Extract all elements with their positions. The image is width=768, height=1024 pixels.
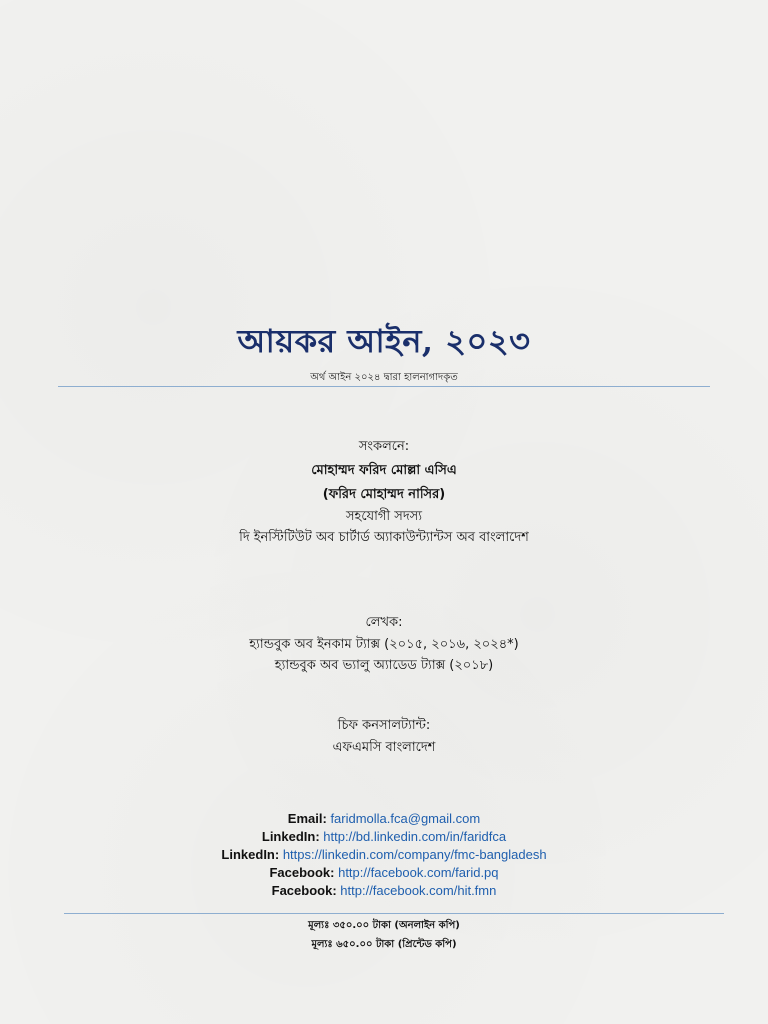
contact-label: Facebook: bbox=[271, 883, 337, 898]
institute-name: দি ইনস্টিটিউট অব চার্টার্ড অ্যাকাউন্ট্যান্টস অব বাংলাদেশ bbox=[239, 530, 529, 545]
compiler-name: মোহাম্মদ ফরিদ মোল্লা এসিএ bbox=[311, 463, 457, 478]
price-printed: মূল্যঃ ৬৫০.০০ টাকা (প্রিন্টেড কপি) bbox=[311, 939, 457, 950]
contact-label: Email: bbox=[287, 811, 327, 826]
consultant-firm: এফএমসি বাংলাদেশ bbox=[332, 740, 436, 755]
price-online: মূল্যঃ ৩৫০.০০ টাকা (অনলাইন কপি) bbox=[308, 920, 460, 931]
contact-label: LinkedIn: bbox=[221, 847, 280, 862]
linkedin-company-link[interactable]: https://linkedin.com/company/fmc-bangladesh bbox=[282, 847, 547, 862]
contact-label: Facebook: bbox=[269, 865, 335, 880]
compiler-alias: (ফরিদ মোহাম্মদ নাসির) bbox=[322, 487, 446, 502]
book-vat: হ্যান্ডবুক অব ভ্যালু অ্যাডেড ট্যাক্স (২০১৮) bbox=[274, 658, 494, 673]
consultant-label: চিফ কনসালট্যান্ট: bbox=[337, 718, 431, 733]
linkedin-personal-link[interactable]: http://bd.linkedin.com/in/faridfca bbox=[323, 829, 507, 844]
contact-facebook-1 bbox=[0, 864, 768, 882]
title-divider bbox=[58, 386, 710, 387]
document-subtitle: অর্থ আইন ২০২৪ দ্বারা হালনাগাদকৃত bbox=[310, 372, 458, 383]
contact-linkedin-company bbox=[0, 846, 768, 864]
contact-email bbox=[0, 810, 768, 828]
book-income-tax: হ্যান্ডবুক অব ইনকাম ট্যাক্স (২০১৫, ২০১৬, ২০২৪*) bbox=[249, 637, 519, 652]
facebook-link-2[interactable]: http://facebook.com/hit.fmn bbox=[340, 883, 497, 898]
document-title: আয়কর আইন, ২০২৩ bbox=[237, 322, 531, 360]
price-divider bbox=[64, 913, 724, 914]
contact-facebook-2 bbox=[0, 882, 768, 900]
member-role: সহযোগী সদস্য bbox=[345, 509, 423, 524]
contact-linkedin-personal bbox=[0, 828, 768, 846]
contact-label: LinkedIn: bbox=[261, 829, 320, 844]
email-link[interactable]: faridmolla.fca@gmail.com bbox=[330, 811, 481, 826]
author-label: লেখক: bbox=[365, 615, 403, 630]
facebook-link-1[interactable]: http://facebook.com/farid.pq bbox=[338, 865, 499, 880]
compiled-label: সংকলনে: bbox=[358, 439, 410, 454]
